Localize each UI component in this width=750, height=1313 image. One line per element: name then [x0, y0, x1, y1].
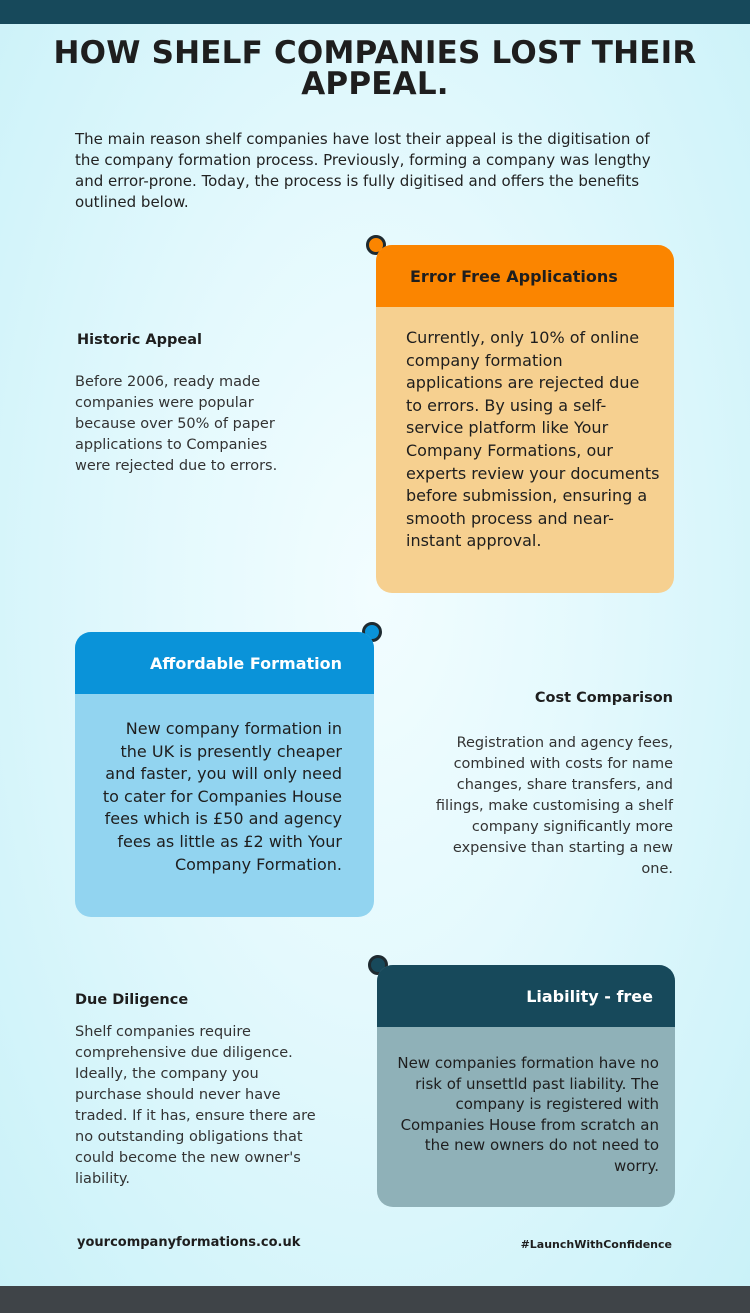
affordable-heading: Affordable Formation	[75, 632, 374, 694]
liability-text: New companies formation have no risk of unsettld past liability. The company is registered with Companies House from scratch an the new owners do not need to worry.	[397, 1054, 659, 1175]
intro-paragraph: The main reason shelf companies have lost their appeal is the digitisation of the company formation process. Previously, forming a company was lengthy and error-prone. Today, the process is fully digitised and offers the benefits outlined below.	[75, 130, 651, 211]
cost-comparison-text: Registration and agency fees, combined with costs for name changes, share transfers, and filings, make customising a shelf company significantly more expensive than starting a new one.	[435, 735, 673, 877]
due-diligence-text: Shelf companies require comprehensive due diligence. Ideally, the company you purchase should never have traded. If it has, ensure there are no outstanding obligations that could become the new owner's liability.	[75, 1024, 316, 1187]
page-title: HOW SHELF COMPANIES LOST THEIR APPEAL.	[53, 35, 697, 102]
error-free-card	[376, 245, 674, 593]
bottom-bar	[0, 1286, 750, 1313]
affordable-card	[75, 632, 374, 917]
liability-card	[377, 965, 675, 1207]
top-bar	[0, 0, 750, 24]
footer-website: yourcompanyformations.co.uk	[77, 1235, 301, 1250]
historic-appeal-text: Before 2006, ready made companies were popular because over 50% of paper applications to Companies were rejected due to errors.	[75, 374, 278, 474]
historic-appeal-heading: Historic Appeal	[77, 332, 202, 348]
affordable-text: New company formation in the UK is presently cheaper and faster, you will only need to cater for Companies House fees which is £50 and agency fees as little as £2 with Your Company Formation.	[102, 719, 342, 874]
error-free-text: Currently, only 10% of online company formation applications are rejected due to errors. By using a self-service platform like Your Company Formations, our experts review your documents before submission, ensuring a smooth process and near-instant approval.	[406, 328, 660, 551]
liability-heading: Liability - free	[377, 965, 675, 1027]
error-free-heading: Error Free Applications	[376, 245, 674, 307]
cost-comparison-heading: Cost Comparison	[534, 690, 673, 706]
due-diligence-heading: Due Diligence	[75, 992, 189, 1008]
footer-hashtag: #LaunchWithConfidence	[520, 1238, 672, 1251]
